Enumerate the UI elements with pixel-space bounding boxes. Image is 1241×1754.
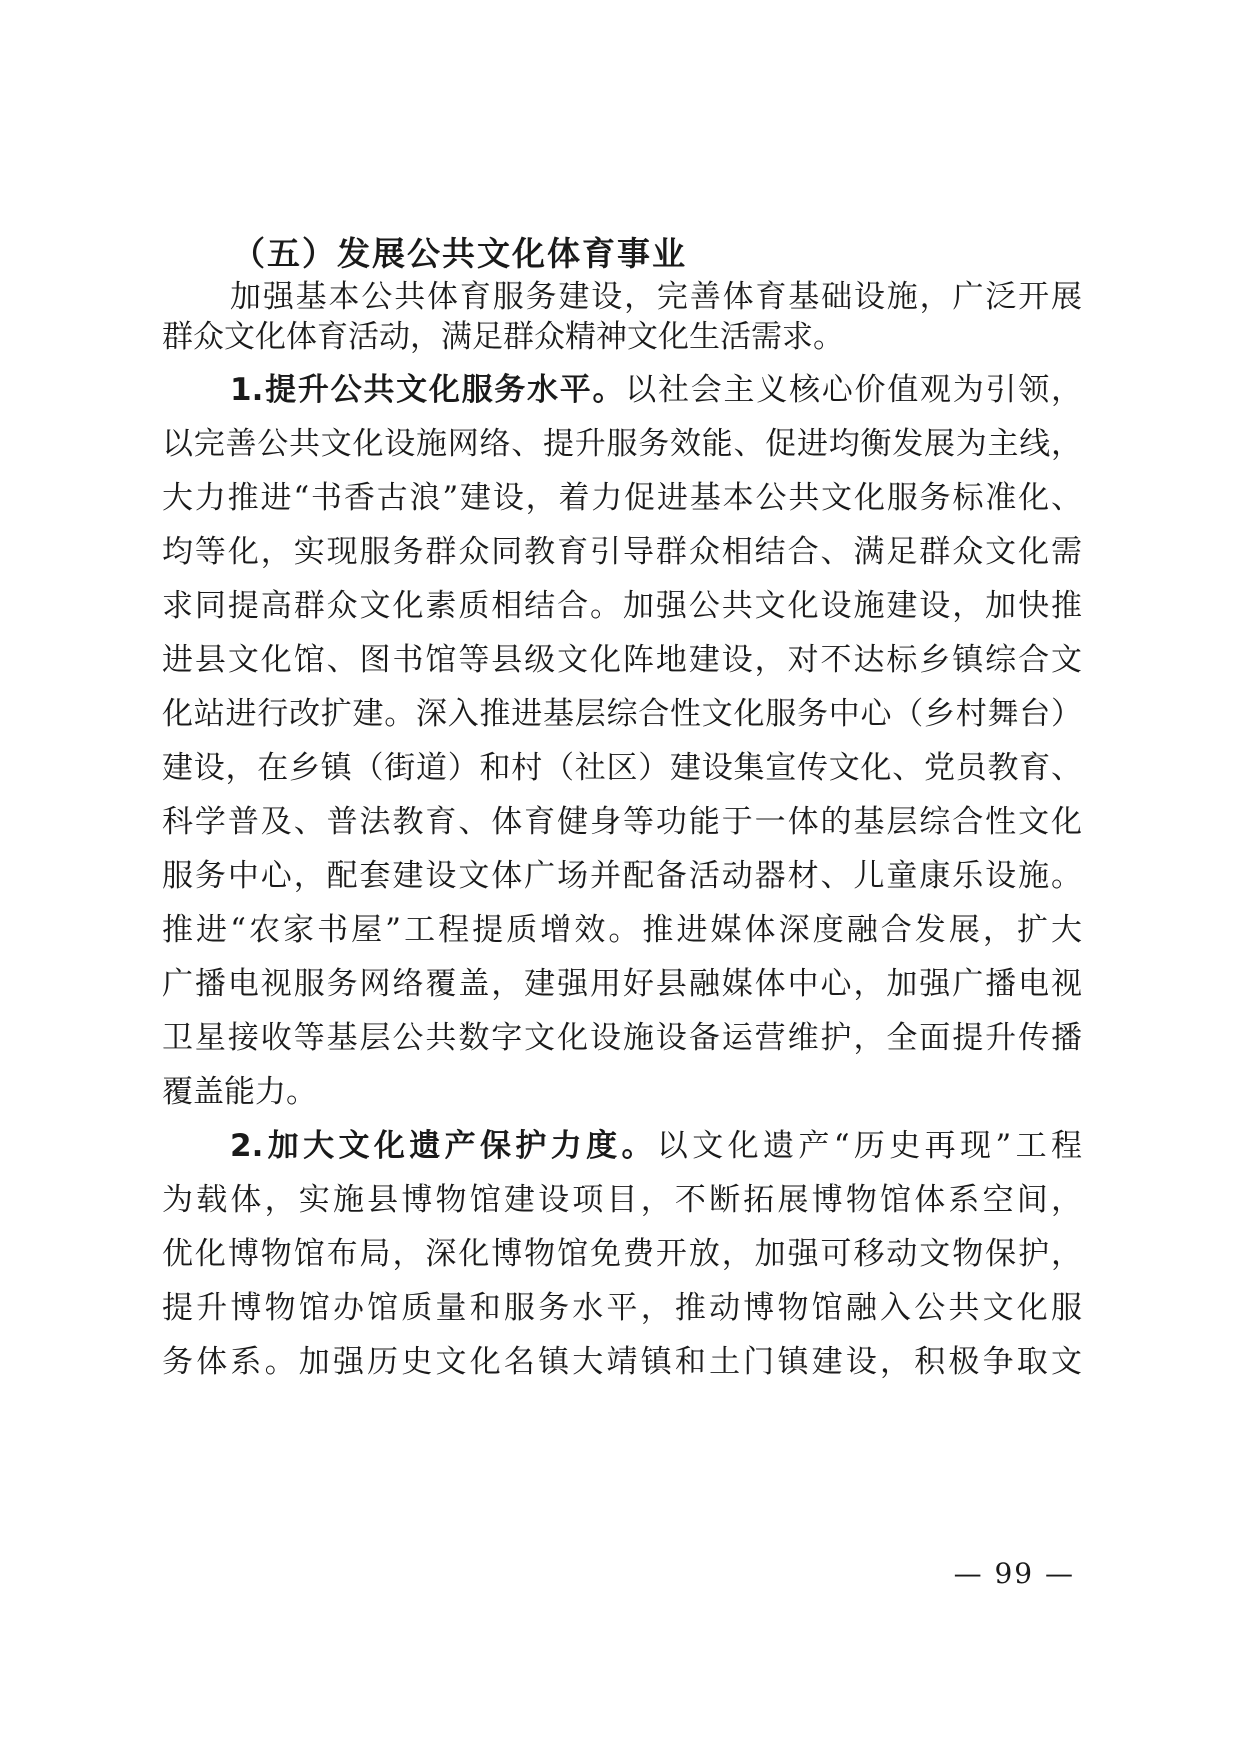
- page-number: — 99 —: [953, 1557, 1075, 1590]
- paragraph-first-line: [230, 370, 1082, 410]
- paragraph-line: 群众文化体育活动，满足群众精神文化生活需求。: [162, 319, 844, 355]
- paragraph-line: 求同提高群众文化素质相结合。加强公共文化设施建设，加快推: [162, 588, 1082, 624]
- paragraph-line: 化站进行改扩建。深入推进基层综合性文化服务中心（乡村舞台）: [162, 696, 1082, 732]
- paragraph-line: 覆盖能力。: [162, 1074, 317, 1110]
- paragraph-line: 为载体，实施县博物馆建设项目，不断拓展博物馆体系空间，: [162, 1182, 1082, 1218]
- item-heading-1: 1.提升公共文化服务水平。: [230, 372, 626, 408]
- paragraph-line-text: 以社会主义核心价值观为引领，: [625, 372, 1082, 408]
- paragraph-line: 进县文化馆、图书馆等县级文化阵地建设，对不达标乡镇综合文: [162, 642, 1082, 678]
- paragraph-first-line: [230, 1126, 1082, 1166]
- paragraph-line: 均等化，实现服务群众同教育引导群众相结合、满足群众文化需: [162, 534, 1082, 570]
- paragraph-line: 推进“农家书屋”工程提质增效。推进媒体深度融合发展，扩大: [162, 912, 1082, 948]
- paragraph-line: 务体系。加强历史文化名镇大靖镇和土门镇建设，积极争取文: [162, 1344, 1082, 1380]
- paragraph-line: 广播电视服务网络覆盖，建强用好县融媒体中心，加强广播电视: [162, 966, 1082, 1002]
- paragraph-line-text: 以文化遗产“历史再现”工程: [656, 1128, 1082, 1164]
- item-heading-2: 2.加大文化遗产保护力度。: [230, 1128, 657, 1164]
- paragraph-line: 服务中心，配套建设文体广场并配备活动器材、儿童康乐设施。: [162, 858, 1082, 894]
- paragraph-line: 卫星接收等基层公共数字文化设施设备运营维护，全面提升传播: [162, 1020, 1082, 1056]
- paragraph-line: 加强基本公共体育服务建设，完善体育基础设施，广泛开展: [230, 279, 1082, 315]
- paragraph-line: 科学普及、普法教育、体育健身等功能于一体的基层综合性文化: [162, 804, 1082, 840]
- paragraph-line: 大力推进“书香古浪”建设，着力促进基本公共文化服务标准化、: [162, 480, 1082, 516]
- paragraph-line: 优化博物馆布局，深化博物馆免费开放，加强可移动文物保护，: [162, 1236, 1082, 1272]
- paragraph-line: 提升博物馆办馆质量和服务水平，推动博物馆融入公共文化服: [162, 1290, 1082, 1326]
- section-heading: （五）发展公共文化体育事业: [232, 234, 687, 273]
- paragraph-line: 以完善公共文化设施网络、提升服务效能、促进均衡发展为主线，: [162, 426, 1082, 462]
- paragraph-line: 建设，在乡镇（街道）和村（社区）建设集宣传文化、党员教育、: [162, 750, 1082, 786]
